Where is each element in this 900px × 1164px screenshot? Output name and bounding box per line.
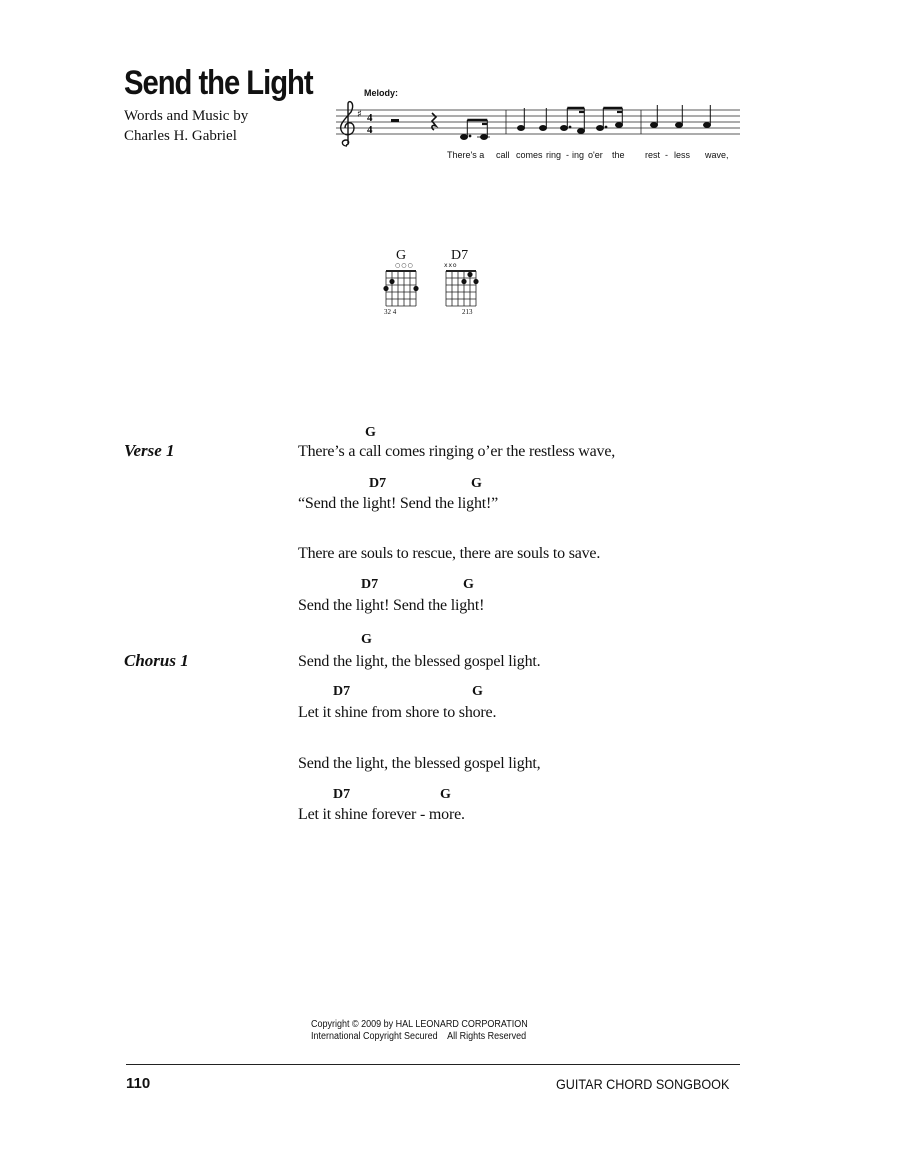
melody-staff: [336, 100, 746, 152]
melody-syllable: less: [674, 150, 691, 160]
credit-line-1: Words and Music by: [124, 108, 249, 124]
melody-syllable: o'er: [588, 150, 603, 160]
copyright-line-2: International Copyright Secured All Rights Reserved: [311, 1031, 527, 1042]
lyric-line: Let it shine forever - more.: [298, 806, 465, 823]
chord-symbol: G: [365, 425, 376, 440]
chord-diagram-name: G: [396, 248, 407, 263]
chord-fingering: 32 4: [384, 308, 397, 316]
lyric-line: There are souls to rescue, there are souls to save.: [298, 545, 601, 562]
chord-symbol: G: [440, 787, 451, 802]
open-string-markers: ○○○: [395, 262, 414, 269]
half-rest: [391, 119, 399, 122]
copyright-line-1: Copyright © 2009 by HAL LEONARD CORPORATION: [311, 1019, 528, 1030]
melody-syllable: call: [496, 150, 510, 160]
treble-clef-icon: [341, 102, 354, 146]
lyric-line: Send the light! Send the light!: [298, 597, 485, 614]
song-title: Send the Light: [124, 64, 313, 102]
lyric-line: “Send the light! Send the light!”: [298, 495, 499, 512]
melody-syllable: -: [665, 150, 668, 160]
lyric-line: Let it shine from shore to shore.: [298, 704, 497, 721]
melody-syllable: There's a: [447, 150, 485, 160]
lyric-line: Send the light, the blessed gospel light,: [298, 755, 541, 772]
chord-symbol: D7: [369, 476, 387, 491]
section-label-chorus-1: Chorus 1: [124, 651, 189, 670]
d7-chord-diagram: [443, 270, 481, 310]
chord-symbol: G: [463, 577, 474, 592]
chord-symbol: G: [471, 476, 482, 491]
melody-syllable: comes: [516, 150, 543, 160]
credit-line-2: Charles H. Gabriel: [124, 128, 237, 144]
melody-syllable: ring: [546, 150, 562, 160]
footer-divider: [126, 1064, 740, 1065]
chord-fingering: 213: [462, 308, 473, 316]
chord-symbol: G: [361, 632, 372, 647]
chord-diagram-name: D7: [451, 248, 469, 263]
melody-label: Melody:: [364, 88, 399, 98]
melody-syllable: -: [566, 150, 569, 160]
time-signature-top: 4: [367, 112, 373, 124]
quarter-rest: [432, 113, 436, 130]
melody-syllable: ing: [572, 150, 585, 160]
lyric-line: Send the light, the blessed gospel light.: [298, 653, 541, 670]
sharp-icon: ♯: [357, 109, 362, 120]
page-number: 110: [126, 1075, 151, 1092]
melody-syllable: the: [612, 150, 625, 160]
section-label-verse-1: Verse 1: [124, 441, 175, 460]
time-signature-bottom: 4: [367, 124, 373, 136]
book-title: GUITAR CHORD SONGBOOK: [556, 1076, 730, 1092]
chord-symbol: D7: [361, 577, 379, 592]
string-markers: xxo: [444, 262, 458, 269]
chord-symbol: D7: [333, 787, 351, 802]
g-chord-diagram: [383, 270, 421, 310]
melody-syllable: wave,: [705, 150, 729, 160]
chord-symbol: D7: [333, 684, 351, 699]
chord-symbol: G: [472, 684, 483, 699]
lyric-line: There’s a call comes ringing o’er the restless wave,: [298, 443, 616, 460]
melody-syllable: rest: [645, 150, 661, 160]
